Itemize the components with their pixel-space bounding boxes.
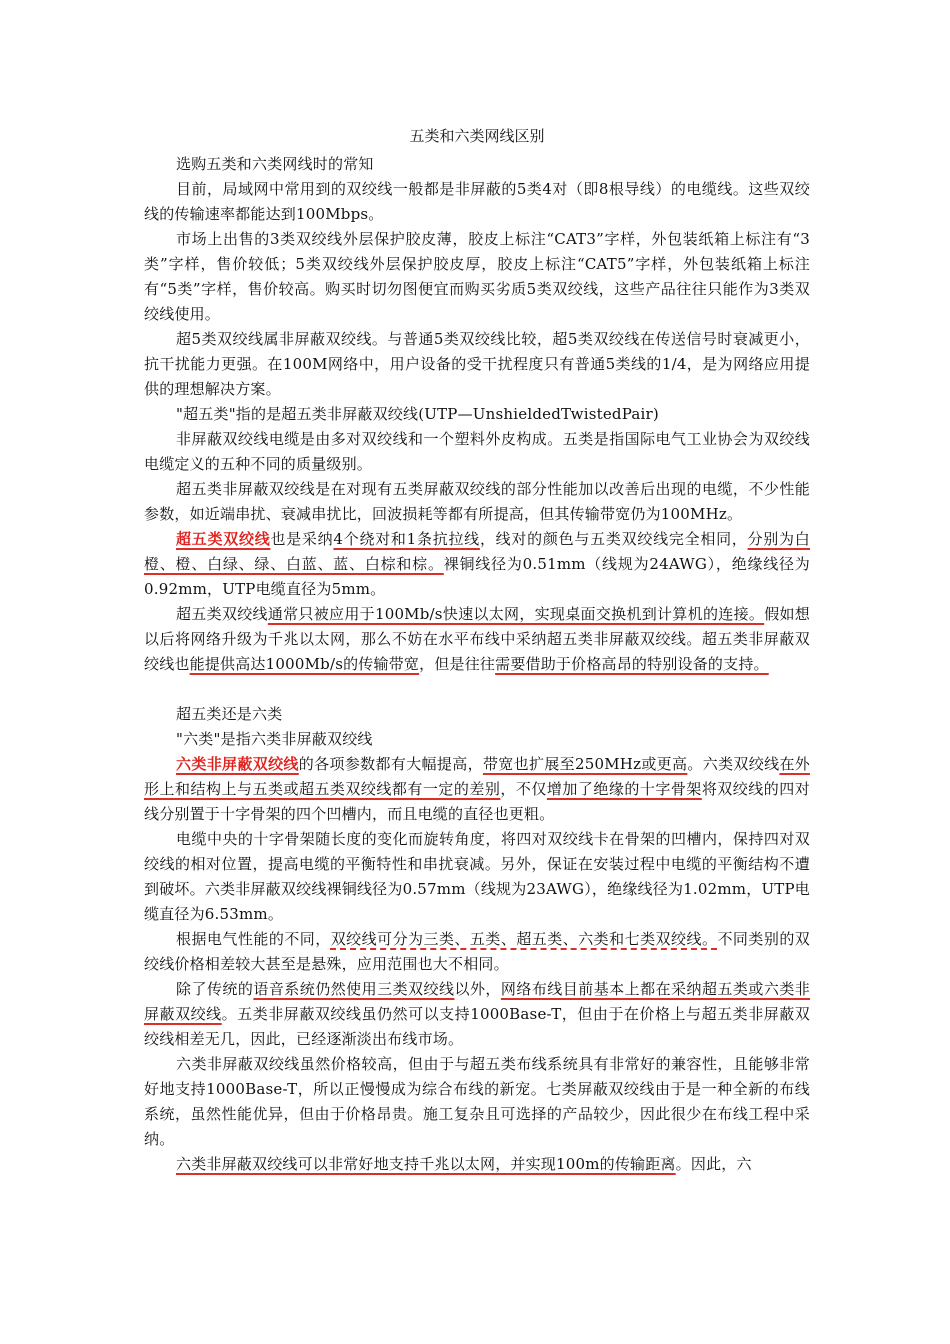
text-span: 超五类双绞线 xyxy=(176,605,268,623)
paragraph-buying-tips: 选购五类和六类网线时的常知 xyxy=(176,155,374,173)
section-heading: 超五类还是六类 xyxy=(176,705,283,723)
text-span: 除了传统的 xyxy=(176,980,254,998)
underlined-text: 六类非屏蔽双绞线可以非常好地支持千兆以太网，并实现100m的传输距离 xyxy=(176,1155,676,1173)
paragraph-utp: 非屏蔽双绞线电缆是由多对双绞线和一个塑料外皮构成。五类是指国际电气工业协会为双绞线电缆定义的五种不同的质量级别。 xyxy=(144,430,810,473)
underlined-text: 语音系统仍然使用三类双绞线 xyxy=(253,980,455,998)
paragraph-intro: 目前，局域网中常用到的双绞线一般都是非屏蔽的5类4对（即8根导线）的电缆线。这些双绞线的传输速率都能达到100Mbps。 xyxy=(144,180,810,223)
text-span: 。五类非屏蔽双绞线虽仍然可以支持1000Base-T，但由于在价格上与超五类非屏蔽双绞线相差无几，因此，已经逐渐淡出布线市场。 xyxy=(144,1005,810,1048)
highlight-term: 超五类双绞线 xyxy=(176,530,271,548)
underlined-text: 双绞线可分为三类、五类、超五类、六类和七类双绞线。 xyxy=(330,930,718,948)
blank-line xyxy=(144,677,810,702)
document-page xyxy=(144,126,810,1177)
paragraph-cross-spline: 电缆中央的十字骨架随长度的变化而旋转角度，将四对双绞线卡在骨架的凹槽内，保持四对双绞线的相对位置，提高电缆的平衡特性和串扰衰减。另外，保证在安装过程中电缆的平衡结构不遭到破坏。六类非屏蔽双绞线裸铜线径为0.57mm（线规为23AWG），绝缘线径为1.02mm，UTP电缆直径为6.53mm。 xyxy=(144,830,810,923)
paragraph-cat6-cat7: 六类非屏蔽双绞线虽然价格较高，但由于与超五类布线系统具有非常好的兼容性，且能够非常好地支持1000Base-T，所以正慢慢成为综合布线的新宠。七类屏蔽双绞线由于是一种全新的布线系统，虽然性能优异，但由于价格昂贵。施工复杂且可选择的产品较少，因此很少在布线工程中采纳。 xyxy=(144,1055,810,1148)
text-span: 根据电气性能的不同， xyxy=(176,930,331,948)
underlined-text: 能提供高达1000Mb/s的传输带宽 xyxy=(189,655,420,673)
text-span: 。六类双绞线 xyxy=(687,755,780,773)
text-span: 不同类别的双绞线价格相差较大甚至是悬殊，应用范围也大不相同。 xyxy=(144,930,810,973)
paragraph-cat6-definition: "六类"是指六类非屏蔽双绞线 xyxy=(176,730,373,748)
paragraph-cat5e-performance: 超五类非屏蔽双绞线是在对现有五类屏蔽双绞线的部分性能加以改善后出现的电缆，不少性能参数，如近端串扰、衰减串扰比，回波损耗等都有所提高，但其传输带宽仍为100MHz。 xyxy=(144,480,810,523)
underlined-text: 在外形上和结构上与五类或超五类双绞线都有一定的差别 xyxy=(144,755,810,798)
paragraph-cat5e-usage xyxy=(144,602,810,677)
text-span: 也是采纳 xyxy=(270,530,334,548)
text-span: 裸铜线径为0.51mm（线规为24AWG），绝缘线径为0.92mm，UTP电缆直径为5mm。 xyxy=(144,555,810,598)
underlined-text: 带宽也扩展至250MHz或更高 xyxy=(482,755,688,773)
paragraph-cat6-params xyxy=(144,752,810,827)
text-span: ，但是往往 xyxy=(419,655,496,673)
underlined-text: 需要借助于价格高昂的特别设备的支持。 xyxy=(495,655,769,673)
paragraph-cat3-cat5: 市场上出售的3类双绞线外层保护胶皮薄，胶皮上标注“CAT3”字样，外包装纸箱上标注有“3类”字样，售价较低；5类双绞线外层保护胶皮厚，胶皮上标注“CAT5”字样，外包装纸箱上标注有“5类”字样，售价较高。购买时切勿图便宜而购买劣质5类双绞线，这些产品往往只能作为3类双绞线使用。 xyxy=(144,230,810,323)
text-span: 假如想以后将网络升级为千兆以太网，那么不妨在水平布线中采纳超五类非屏蔽双绞线。超五类非屏蔽双绞线也 xyxy=(144,605,810,673)
text-span: 将双绞线的四对线分别置于十字骨架的四个凹槽内，而且电缆的直径也更粗。 xyxy=(144,780,810,823)
text-span: ，线对的颜色与五类双绞线完全相同， xyxy=(479,530,748,548)
underlined-text: 通常只被应用于100Mb/s快速以太网，实现桌面交换机到计算机的连接。 xyxy=(267,605,765,623)
underlined-text: 网络布线目前基本上都在采纳超五类或六类非屏蔽双绞线 xyxy=(144,980,810,1023)
paragraph-cabling-trend xyxy=(144,977,810,1052)
paragraph-categories xyxy=(144,927,810,977)
paragraph-cat5e-structure xyxy=(144,527,810,602)
paragraph-cat5e: 超5类双绞线属非屏蔽双绞线。与普通5类双绞线比较，超5类双绞线在传送信号时衰减更小，抗干扰能力更强。在100M网络中，用户设备的受干扰程度只有普通5类线的1/4，是为网络应用提供的理想解决方案。 xyxy=(144,330,810,398)
text-span: 以外， xyxy=(454,980,501,998)
paragraph-cat5e-definition: "超五类"指的是超五类非屏蔽双绞线(UTP—UnshieldedTwistedPair) xyxy=(176,405,659,423)
highlight-term: 六类非屏蔽双绞线 xyxy=(176,755,299,773)
paragraph-cat6-gigabit xyxy=(144,1152,810,1177)
text-span: 。因此，六 xyxy=(675,1155,752,1173)
underlined-text: 4个绕对和1条抗拉线 xyxy=(333,530,480,548)
underlined-text: 增加了绝缘的十字骨架 xyxy=(546,780,702,798)
text-span: 的各项参数都有大幅提高， xyxy=(298,755,483,773)
text-span: ，不仅 xyxy=(500,780,547,798)
page-title: 五类和六类网线区别 xyxy=(409,127,545,145)
underlined-text: 分别为白橙、橙、白绿、绿、白蓝、蓝、白棕和棕。 xyxy=(144,530,810,573)
